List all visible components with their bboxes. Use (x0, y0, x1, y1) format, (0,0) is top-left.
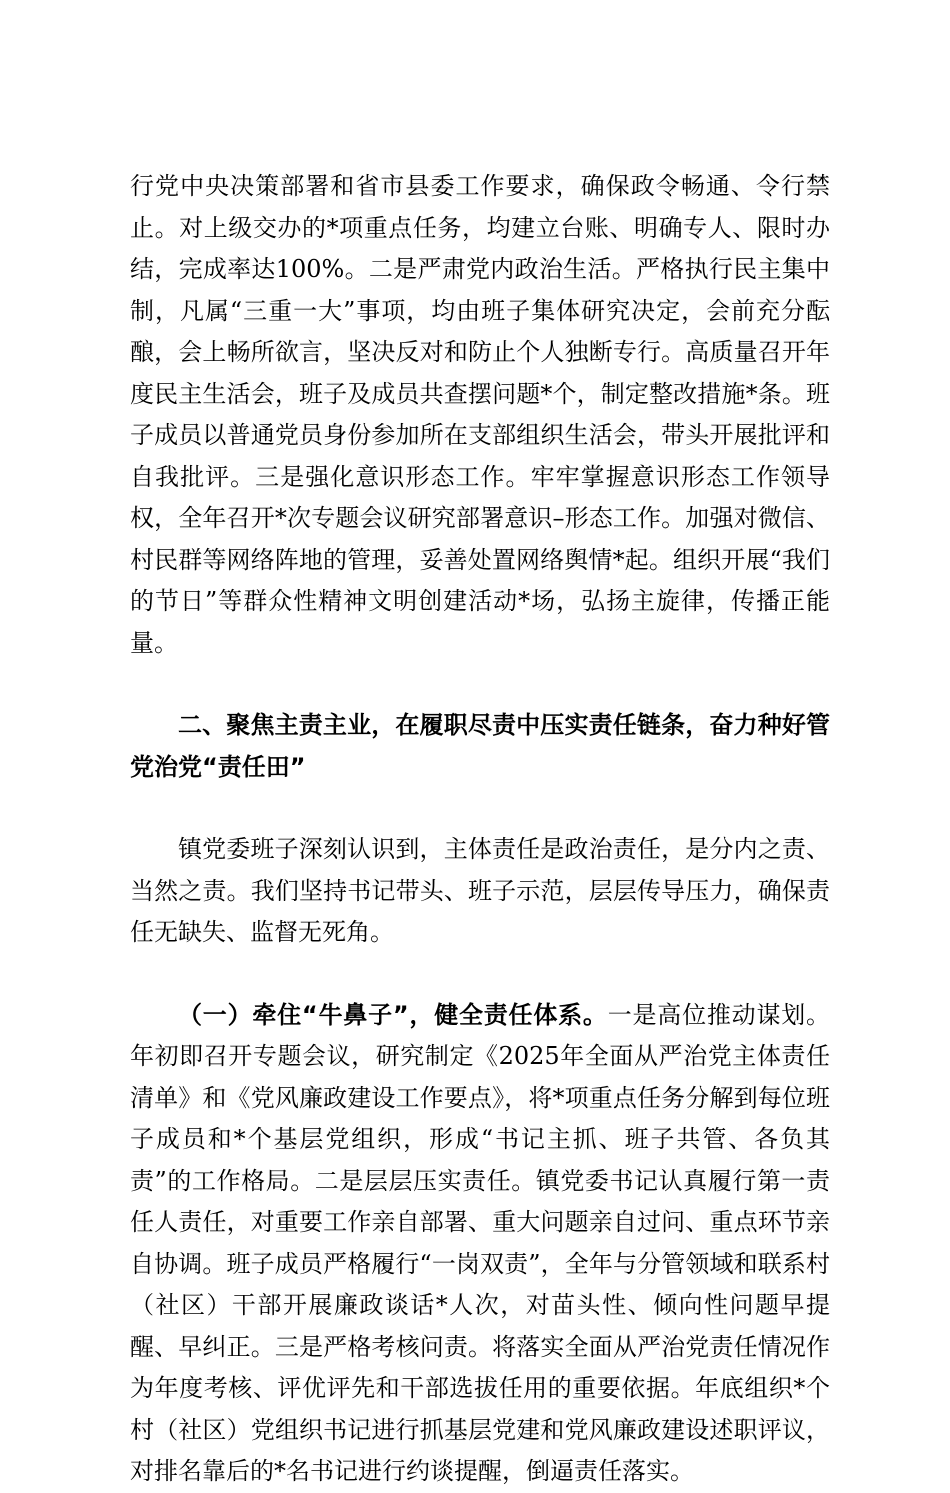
subsection-body-text: 一是高位推动谋划。年初即召开专题会议，研究制定《2025年全面从严治党主体责任清单》和《党风廉政建设工作要点》，将*项重点任务分解到每位班子成员和*个基层党组织，形成“书记主抓、班子共管、各负其责”的工作格局。二是层层压实责任。镇党委书记认真履行第一责任人责任，对重要工作亲自部署、重大问题亲自过问、重点环节亲自协调。班子成员严格履行“一岗双责”，全年与分管领域和联系村（社区）干部开展廉政谈话*人次，对苗头性、倾向性问题早提醒、早纠正。三是严格考核问责。将落实全面从严治党责任情况作为年度考核、评优评先和干部选拔任用的重要依据。年底组织*个村（社区）党组织书记进行抓基层党建和党风廉政建设述职评议，对排名靠后的*名书记进行约谈提醒，倒逼责任落实。 (130, 1000, 831, 1485)
body-paragraph-intro: 镇党委班子深刻认识到，主体责任是政治责任，是分内之责、当然之责。我们坚持书记带头、班子示范，层层传导压力，确保责任无缺失、监督无死角。 (130, 835, 830, 946)
body-paragraph-continued: 行党中央决策部署和省市县委工作要求，确保政令畅通、令行禁止。对上级交办的*项重点任务，均建立台账、明确专人、限时办结，完成率达100%。二是严肃党内政治生活。严格执行民主集中制，凡属“三重一大”事项，均由班子集体研究决定，会前充分酝酿，会上畅所欲言，坚决反对和防止个人独断专行。高质量召开年度民主生活会，班子及成员共查摆问题*个，制定整改措施*条。班子成员以普通党员身份参加所在支部组织生活会，带头开展批评和自我批评。三是强化意识形态工作。牢牢掌握意识形态工作领导权，全年召开*次专题会议研究部署意识–形态工作。加强对微信、村民群等网络阵地的管理，妥善处置网络舆情*起。组织开展“我们的节日”等群众性精神文明创建活动*场，弘扬主旋律，传播正能量。 (130, 172, 830, 657)
section-heading-2: 二、聚焦主责主业，在履职尽责中压实责任链条，奋力种好管党治党“责任田” (130, 711, 830, 781)
document-page (130, 166, 830, 1493)
subsection-lead-title: （一）牵住“牛鼻子”，健全责任体系。 (178, 1000, 608, 1029)
body-paragraph-subsection-1 (130, 995, 830, 1493)
